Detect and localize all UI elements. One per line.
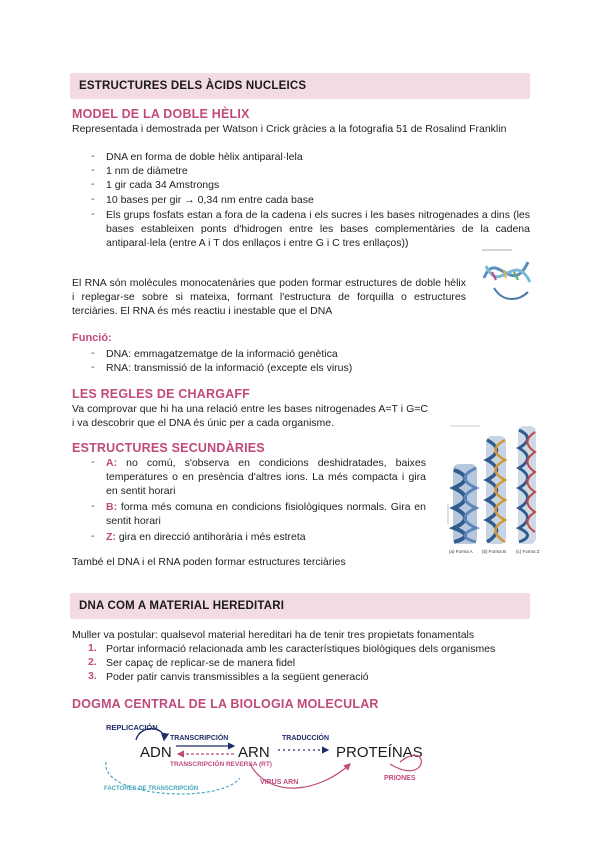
list-item: 1 nm de diàmetre — [106, 165, 188, 177]
list-item: Ser capaç de replicar-se de manera fidel — [106, 657, 296, 669]
label-transcription: TRANSCRIPCIÓN — [170, 735, 229, 742]
list-item: Poder patir canvis transmissibles a la següent generació — [106, 671, 369, 683]
dna-form-z-helix — [518, 426, 536, 544]
heading-central-dogma: DOGMA CENTRAL DE LA BIOLOGIA MOLECULAR — [72, 697, 379, 711]
list-item-form-z: Z: gira en direcció antihorària i més estreta — [106, 531, 306, 543]
label-priones: PRIONES — [384, 775, 416, 782]
section-title: ESTRUCTURES DELS ÀCIDS NUCLEICS — [79, 80, 307, 92]
central-dogma-diagram — [100, 718, 440, 802]
caption-form-b: (b) Forma B — [482, 549, 507, 554]
node-proteinas: PROTEÍNAS — [336, 744, 423, 761]
list-item: Els grups fosfats estan a fora de la cadena i els sucres i les bases nitrogenades a dins (les bases estableixen ponts d'hidrogen entre les bases complementàries de la cadena antiparal·lela (entre A i T dos enllaços i entre G i C tres enllaços)) — [106, 209, 530, 249]
heading-funcio: Funció: — [72, 332, 112, 344]
list-item: 1 gir cada 34 Amstrongs — [106, 179, 220, 191]
section-header-structures — [70, 73, 530, 99]
list-item: DNA en forma de doble hèlix antiparal·lela — [106, 151, 303, 163]
label-virus-arn: VIRUS ARN — [260, 779, 299, 786]
list-item: RNA: transmissió de la informació (excepte els virus) — [106, 362, 353, 374]
paragraph-tertiary: També el DNA i el RNA poden formar estructures terciàries — [72, 556, 346, 568]
dna-form-a-helix — [453, 464, 477, 544]
section-title: DNA COM A MATERIAL HEREDITARI — [79, 600, 285, 612]
node-adn: ADN — [140, 744, 172, 761]
list-item: 10 bases per gir → 0,34 nm entre cada base — [106, 194, 314, 206]
dna-form-b-helix — [486, 436, 506, 544]
heading-double-helix: MODEL DE LA DOBLE HÈLIX — [72, 107, 250, 121]
section-header-hereditary — [70, 593, 530, 619]
label-transcription-factors: FACTORES DE TRANSCRIPCIÓN — [104, 786, 199, 792]
heading-chargaff: LES REGLES DE CHARGAFF — [72, 387, 251, 401]
list-item: Portar informació relacionada amb les característiques biològiques dels organismes — [106, 643, 496, 655]
dna-forms-figure — [440, 420, 550, 560]
label-translation: TRADUCCIÓN — [282, 735, 330, 742]
label-reverse-transcription: TRANSCRIPCIÓN REVERSA (RT) — [170, 761, 272, 768]
label-replication: REPLICACIÓN — [106, 723, 158, 732]
heading-secondary-structures: ESTRUCTURES SECUNDÀRIES — [72, 441, 265, 455]
list-item: DNA: emmagatzematge de la informació genètica — [106, 348, 338, 360]
paragraph-chargaff: Va comprovar que hi ha una relació entre les bases nitrogenades A=T i G=C i va descobrir que el DNA és únic per a cada organisme. — [72, 403, 428, 429]
node-arn: ARN — [238, 744, 270, 761]
paragraph-intro: Representada i demostrada per Watson i Crick gràcies a la fotografia 51 de Rosalind Franklin — [72, 123, 507, 135]
paragraph-muller: Muller va postular: qualsevol material hereditari ha de tenir tres propietats fonamentals — [72, 629, 475, 641]
caption-form-z: (c) Forma Z — [516, 549, 540, 554]
paragraph-rna: El RNA són molècules monocatenàries que poden formar estructures de doble hèlix i replegar-se sobre si mateixa, formant l'estructura de forquilla o estructures terciàries. El RNA és més reactiu i inestable que el DNA — [72, 277, 466, 317]
dna-structure-illustration — [478, 238, 538, 306]
list-item-form-b: B: forma més comuna en condicions fisiològiques normals. Gira en sentit horari — [106, 501, 426, 527]
list-item-form-a: A: no comú, s'observa en condicions deshidratades, baixes temperatures o en presència d'altres ions. La més compacta i gira en sentit horari — [106, 457, 426, 497]
caption-form-a: (a) Forma A — [449, 549, 473, 554]
